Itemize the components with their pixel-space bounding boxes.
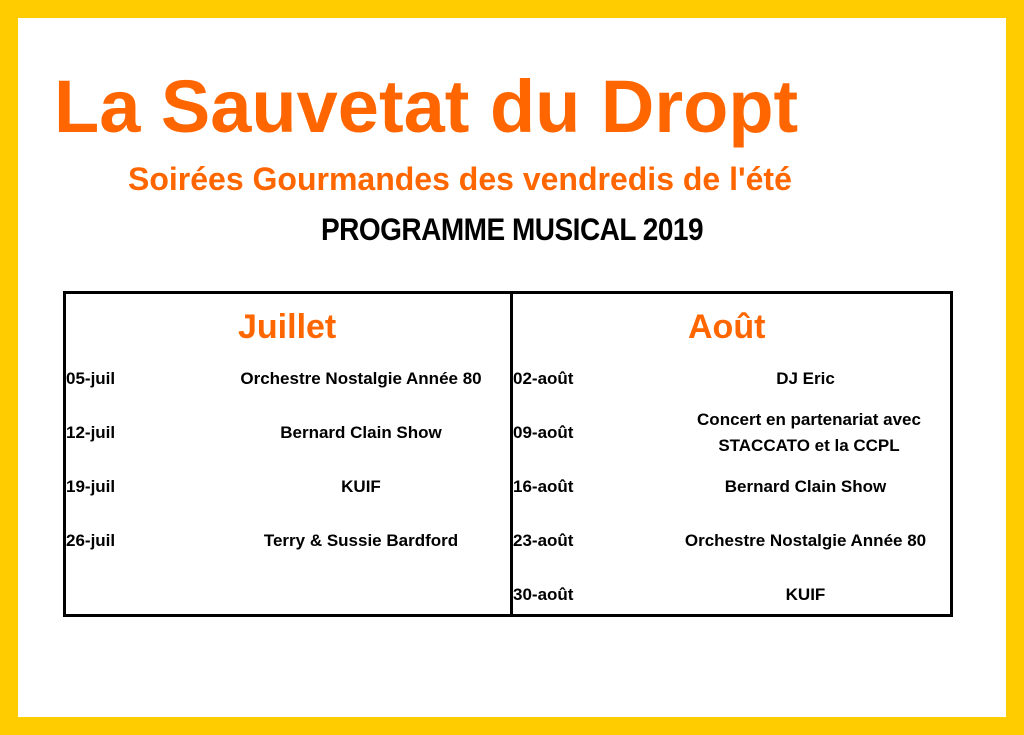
poster-title: La Sauvetat du Dropt: [54, 65, 799, 148]
row-event: DJ Eric: [776, 369, 835, 388]
row-date: 26-juil: [66, 531, 116, 550]
schedule-table: [63, 291, 953, 617]
column-title-juillet: Juillet: [238, 308, 337, 346]
row-date: 30-août: [513, 585, 574, 604]
row-event: Bernard Clain Show: [280, 423, 442, 442]
row-event: Orchestre Nostalgie Année 80: [240, 369, 482, 388]
poster: [18, 18, 1006, 717]
row-date: 23-août: [513, 531, 574, 550]
column-divider: [510, 294, 513, 614]
row-date: 02-août: [513, 369, 574, 388]
row-date: 05-juil: [66, 369, 116, 388]
row-event: Orchestre Nostalgie Année 80: [684, 531, 927, 550]
row-event: Concert en partenariat avec STACCATO et la CCPL: [697, 410, 921, 455]
poster-subtitle: Soirées Gourmandes des vendredis de l'été: [128, 161, 792, 197]
row-event: KUIF: [341, 477, 381, 496]
column-title-aout: Août: [688, 308, 766, 346]
row-event: Terry & Sussie Bardford: [263, 531, 459, 550]
row-date: 19-juil: [66, 477, 116, 496]
row-event: Bernard Clain Show: [724, 477, 887, 496]
row-date: 12-juil: [66, 423, 116, 442]
programme-heading: PROGRAMME MUSICAL 2019: [320, 212, 704, 247]
row-date: 09-août: [513, 423, 574, 442]
row-event: KUIF: [785, 585, 826, 604]
row-date: 16-août: [513, 477, 574, 496]
